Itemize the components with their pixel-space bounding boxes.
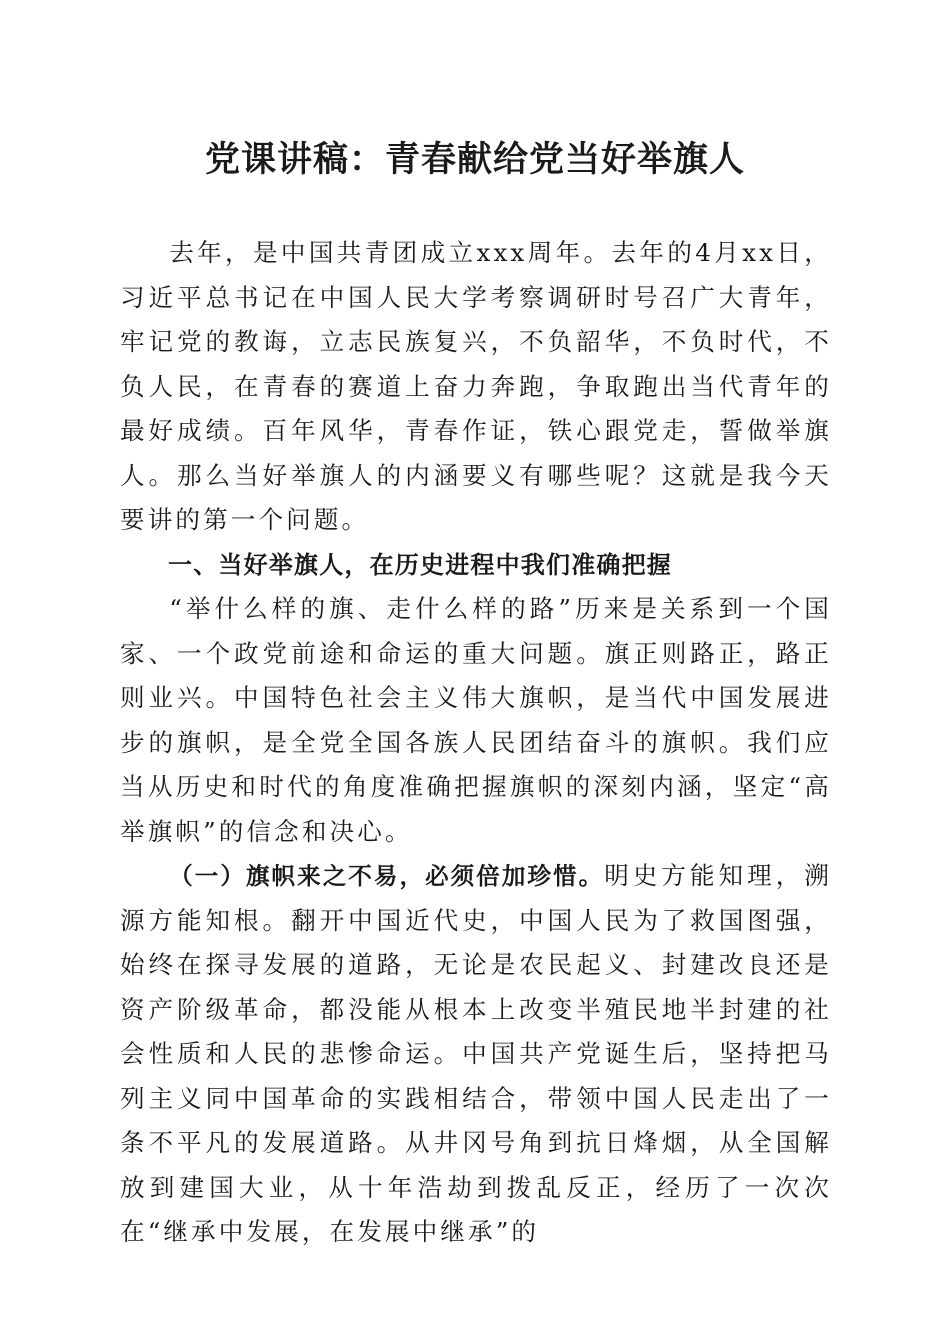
section-heading-1: 一、当好举旗人，在历史进程中我们准确把握: [168, 550, 672, 579]
paragraph-subsection-1: [120, 854, 832, 1255]
subsection-text-1: 明史方能知理，溯源方能知根。翻开中国近代史，中国人民为了救国图强，始终在探寻发展的道路，无论是农民起义、封建改良还是资产阶级革命，都没能从根本上改变半殖民地半封建的社会性质和人民的悲惨命运。中国共产党诞生后，坚持把马列主义同中国革命的实践相结合，带领中国人民走出了一条不平凡的发展道路。从井冈号角到抗日烽烟，从全国解放到建国大业，从十年浩劫到拨乱反正，经历了一次次在“继承中发展，在发展中继承”的: [120, 861, 832, 1246]
paragraph-section-1: “举什么样的旗、走什么样的路”历来是关系到一个国家、一个政党前途和命运的重大问题。旗正则路正，路正则业兴。中国特色社会主义伟大旗帜，是当代中国发展进步的旗帜，是全党全国各族人民团结奋斗的旗帜。我们应当从历史和时代的角度准确把握旗帜的深刻内涵，坚定“高举旗帜”的信念和决心。: [120, 594, 832, 846]
document-body: [120, 231, 832, 1255]
subsection-heading-1: （一）旗帜来之不易，必须倍加珍惜。: [169, 862, 605, 890]
document-title: 党课讲稿：青春献给党当好举旗人: [204, 139, 745, 180]
paragraph-intro: 去年，是中国共青团成立xxx周年。去年的4月xx日，习近平总书记在中国人民大学考察调研时号召广大青年，牢记党的教诲，立志民族复兴，不负韶华，不负时代，不负人民，在青春的赛道上奋力奔跑，争取跑出当代青年的最好成绩。百年风华，青春作证，铁心跟党走，誓做举旗人。那么当好举旗人的内涵要义有哪些呢？这就是我今天要讲的第一个问题。: [120, 238, 832, 534]
